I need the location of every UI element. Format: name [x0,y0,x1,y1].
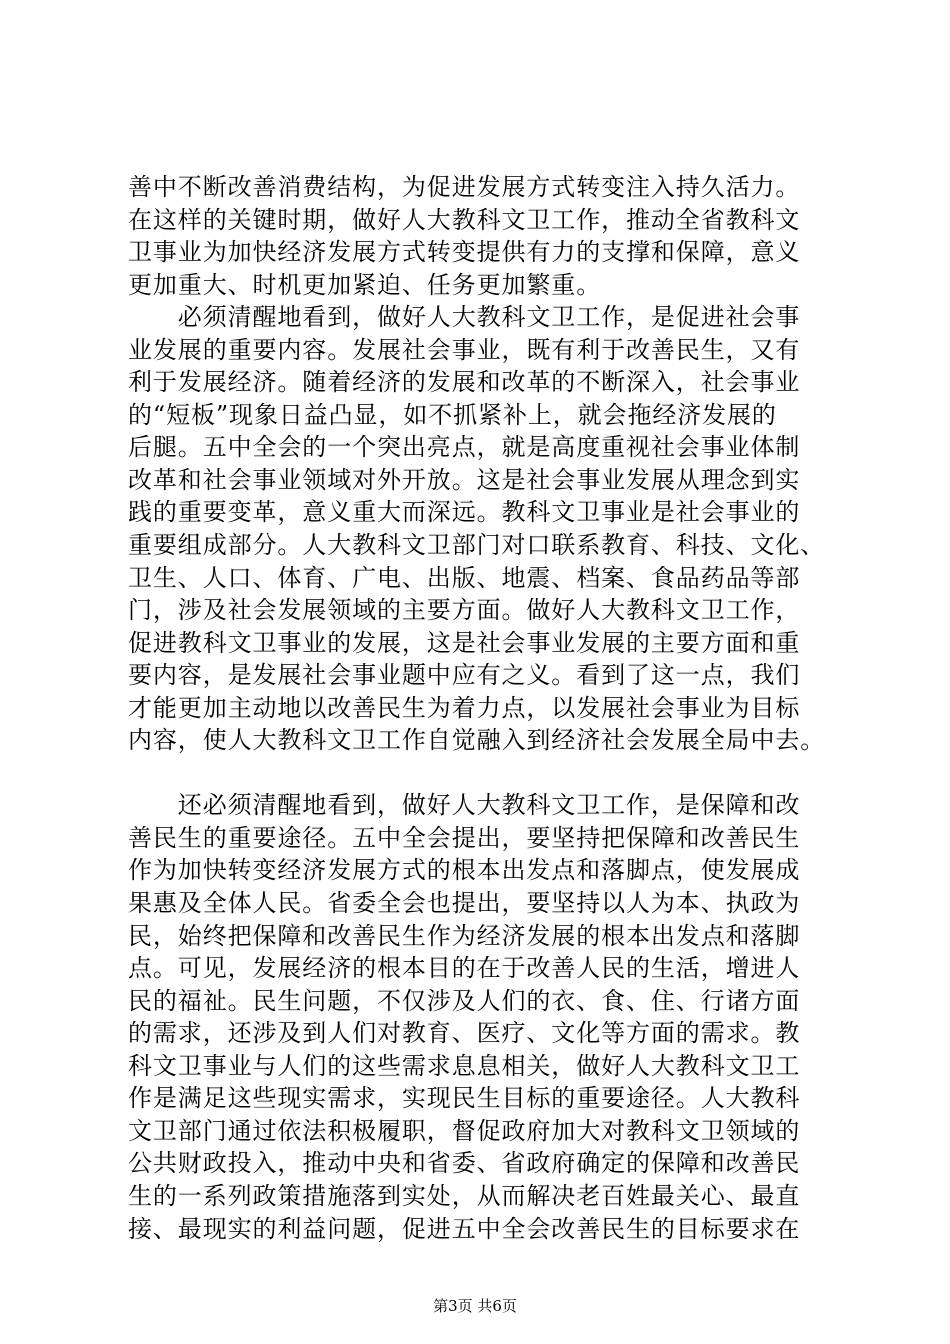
text-line: 公共财政投入，推动中央和省委、省政府确定的保障和改善民 [128,1149,801,1178]
text-line: 点。可见，发展经济的根本目的在于改善人民的生活，增进人 [128,954,801,983]
text-line: 卫生、人口、体育、广电、出版、地震、档案、食品药品等部 [128,563,801,592]
text-line: 利于发展经济。随着经济的发展和改革的不断深入，社会事业 [128,368,801,397]
text-line: 民的福祉。民生问题，不仅涉及人们的衣、食、住、行诸方面 [128,986,801,1015]
text-line: 民，始终把保障和改善民生作为经济发展的根本出发点和落脚 [128,921,801,950]
text-line: 才能更加主动地以改善民生为着力点，以发展社会事业为目标 [128,693,801,722]
text-line: 践的重要变革，意义重大而深远。教科文卫事业是社会事业的 [128,498,801,527]
text-line: 善中不断改善消费结构，为促进发展方式转变注入持久活力。 [128,173,801,201]
text-line: 科文卫事业与人们的这些需求息息相关，做好人大教科文卫工 [128,1051,801,1080]
text-line: 在这样的关键时期，做好人大教科文卫工作，推动全省教科文 [128,205,801,234]
text-line: 内容，使人大教科文卫工作自觉融入到经济社会发展全局中去。 [128,726,826,755]
text-line: 还必须清醒地看到，做好人大教科文卫工作，是保障和改 [128,791,801,820]
text-line: 必须清醒地看到，做好人大教科文卫工作，是促进社会事 [128,303,801,332]
text-line: 门，涉及社会发展领域的主要方面。做好人大教科文卫工作， [128,596,801,625]
text-line: 作是满足这些现实需求，实现民生目标的重要途径。人大教科 [128,1084,801,1113]
text-line: 要内容，是发展社会事业题中应有之义。看到了这一点，我们 [128,661,801,690]
text-line: 重要组成部分。人大教科文卫部门对口联系教育、科技、文化、 [128,531,826,560]
text-line: 促进教科文卫事业的发展，这是社会事业发展的主要方面和重 [128,628,801,657]
text-line: 果惠及全体人民。省委全会也提出，要坚持以人为本、执政为 [128,889,801,918]
text-line: 的需求，还涉及到人们对教育、医疗、文化等方面的需求。教 [128,1019,801,1048]
text-line: 改革和社会事业领域对外开放。这是社会事业发展从理念到实 [128,465,801,494]
text-line: 接、最现实的利益问题，促进五中全会改善民生的目标要求在 [128,1214,801,1243]
text-line: 业发展的重要内容。发展社会事业，既有利于改善民生，又有 [128,335,801,364]
page-number-label: 第3页 共6页 [433,1297,517,1315]
text-line: 文卫部门通过依法积极履职，督促政府加大对教科文卫领域的 [128,1116,801,1145]
body-text [128,171,840,1245]
text-line: 善民生的重要途径。五中全会提出，要坚持把保障和改善民生 [128,823,801,852]
text-line: 后腿。五中全会的一个突出亮点，就是高度重视社会事业体制 [128,433,801,462]
text-line: 卫事业为加快经济发展方式转变提供有力的支撑和保障，意义 [128,238,801,267]
paragraph-gap [128,757,840,790]
page-footer [0,1296,950,1316]
text-line: 的“短板”现象日益凸显，如不抓紧补上，就会拖经济发展的 [128,400,777,429]
text-line: 更加重大、时机更加紧迫、任务更加繁重。 [128,270,602,299]
text-line: 作为加快转变经济发展方式的根本出发点和落脚点，使发展成 [128,856,801,885]
text-line: 生的一系列政策措施落到实处，从而解决老百姓最关心、最直 [128,1181,801,1210]
